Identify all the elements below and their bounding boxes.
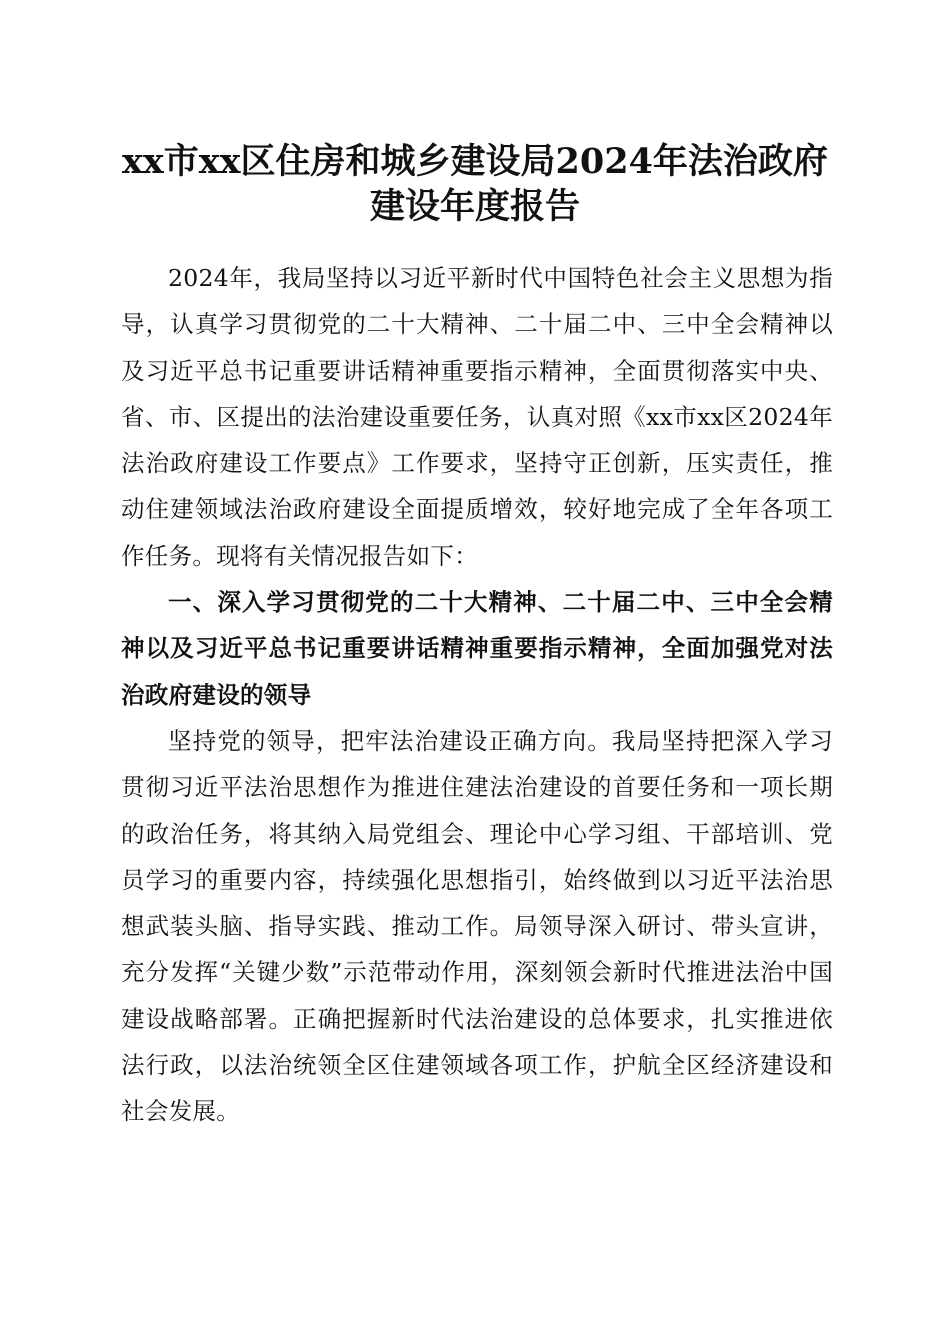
document-title-line-1: xx市xx区住房和城乡建设局2024年法治政府	[122, 141, 828, 182]
document-body	[121, 255, 833, 1135]
section-1-paragraph: 坚持党的领导，把牢法治建设正确方向。我局坚持把深入学习贯彻习近平法治思想作为推进住建法治建设的首要任务和一项长期的政治任务，将其纳入局党组会、理论中心学习组、干部培训、党员学习的重要内容，持续强化思想指引，始终做到以习近平法治思想武装头脑、指导实践、推动工作。局领导深入研讨、带头宣讲，充分发挥“关键少数”示范带动作用，深刻领会新时代推进法治中国建设战略部署。正确把握新时代法治建设的总体要求，扎实推进依法行政，以法治统领全区住建领域各项工作，护航全区经济建设和社会发展。	[121, 726, 833, 1126]
intro-paragraph: 2024年，我局坚持以习近平新时代中国特色社会主义思想为指导，认真学习贯彻党的二十大精神、二十届二中、三中全会精神以及习近平总书记重要讲话精神重要指示精神，全面贯彻落实中央、省、市、区提出的法治建设重要任务，认真对照《xx市xx区2024年法治政府建设工作要点》工作要求，坚持守正创新，压实责任，推动住建领域法治政府建设全面提质增效，较好地完成了全年各项工作任务。现将有关情况报告如下：	[121, 264, 833, 570]
document-title-line-2: 建设年度报告	[369, 186, 580, 227]
section-1-heading: 一、深入学习贯彻党的二十大精神、二十届二中、三中全会精神以及习近平总书记重要讲话精神重要指示精神，全面加强党对法治政府建设的领导	[121, 588, 833, 709]
